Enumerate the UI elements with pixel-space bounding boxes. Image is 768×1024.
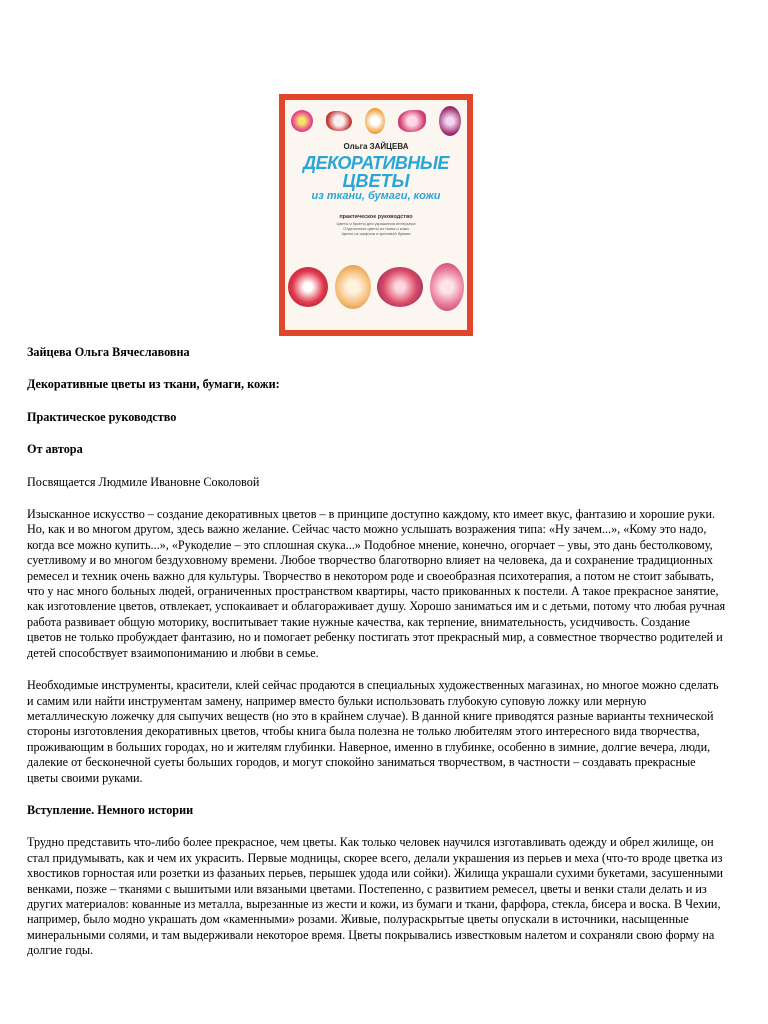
paragraph: Изысканное искусство – создание декоративных цветов – в принципе доступно каждому, кто имеет вкус, фантазию и хорошие руки. Но, как и во многом другом, здесь важно желание. Сейчас часто можно услышать возражения типа: «Ну зачем...», «Кому это надо, когда все можно купить...», «Рукоделие – это сплошная скука...» Подобное мнение, конечно, огорчает – увы, это дань бестолковому, суетливому и во многом бездуховному времени. Любое творчество благотворно влияет на человека, да и сохранение традиционных ремесел и техник очень важно для культуры. Творчество в некотором роде и своеобразная психотерапия, а потом не стоит забывать, что у нас много больных людей, ограниченных пространством квартиры, часто прикованных к постели. А такое прекрасное занятие, как изготовление цветов, отвлекает, успокаивает и облагораживает душу. Хорошо заниматься им и с детьми, потому что любая ручная работа развивает общую моторику, воспитывает такие нужные качества, как терпение, внимательность, усидчивость. Создание цветов не только пробуждает фантазию, но и помогает ребенку постигать этот прекрасный мир, а совместное творчество родителей и детей способствует взаимопониманию и любви в семье. [27,507,726,660]
flower-image [365,108,385,134]
flower-image [288,267,328,307]
flower-image [377,267,423,307]
cover-note: Отделочные цветы из ткани и кожи [343,225,409,231]
paragraph: Необходимые инструменты, красители, клей сейчас продаются в специальных художественных магазинах, но многое можно сделать и самим или найти инструментам замену, например вместо бульки использовать глубокую суповую ложку или мерную металлическую ложечку для сыпучих веществ (но это в крайнем случае). В данной книге приводятся разные варианты технической стороны изготовления декоративных цветов, чтобы книга была полезна не только любителям этого интересного вида творчества, проживающим в больших городах, но и жителям глубинки. Наверное, именно в глубинке, особенно в зимние, долгие вечера, люди, далекие от бесконечной суеты больших городов, и могут спокойно заниматься творчеством, в частности – создавать прекрасные цветы своими руками. [27,678,719,785]
flower-image [326,111,352,131]
cover-notes [285,222,467,236]
cover-title-line2: ЦВЕТЫ [342,171,410,191]
book-cover-artwork [285,100,467,330]
cover-author: Ольга ЗАЙЦЕВА [343,142,409,151]
cover-title [285,154,467,202]
author-name: Зайцева Ольга Вячеславовна [27,345,190,359]
cover-title-line1: ДЕКОРАТИВНЫЕ [303,153,449,173]
book-subtitle: Практическое руководство [27,409,177,424]
paragraph: Трудно представить что-либо более прекрасное, чем цветы. Как только человек научился изготавливать одежду и обрел жилище, он стал придумывать, как и чем их украсить. Первые модницы, скорее всего, делали украшения из перьев и меха (что-то вроде цветка из хвостиков горностая или розетки из фазаньих перьев, перышек удода или сойки). Жилища украшали сухими букетами, засушенными венками, позже – тканями с вышитыми или вязаными цветами. Постепенно, с развитием ремесел, цветы и венки стали делать и из других материалов: кованные из металла, вырезанные из жести и кожи, из бумаги и ткани, фарфора, стекла, бисера и воска. В Чехии, например, было модно украшать дом «каменными» розами. Живые, полураскрытые цветы опускали в источники, насыщенные минеральными солями, и там выдерживали некоторое время. Цветы покрывались известковым налетом и сохраняли свою форму на долгие годы. [27,835,724,958]
flower-image [439,106,461,136]
flower-image [430,263,464,311]
dedication: Посвящается Людмиле Ивановне Соколовой [27,474,260,489]
cover-note: Цветы и букеты для украшения интерьера [336,221,416,226]
cover-flowers-top [285,102,467,140]
cover-title-line3: из ткани, бумаги, кожи [311,190,441,202]
flower-image [291,110,313,132]
section-heading-intro: Вступление. Немного истории [27,802,194,817]
cover-subtitle: практическое руководство [339,214,413,220]
flower-image [398,110,426,132]
cover-flowers-bottom [285,244,467,330]
cover-note: Цветы из шифона и креповой бумаги [341,230,411,236]
book-cover [279,94,473,336]
book-title: Декоративные цветы из ткани, бумаги, кожи: [27,377,280,392]
section-heading-from-author: От автора [27,442,83,457]
flower-image [335,265,371,309]
document-body [27,345,727,976]
